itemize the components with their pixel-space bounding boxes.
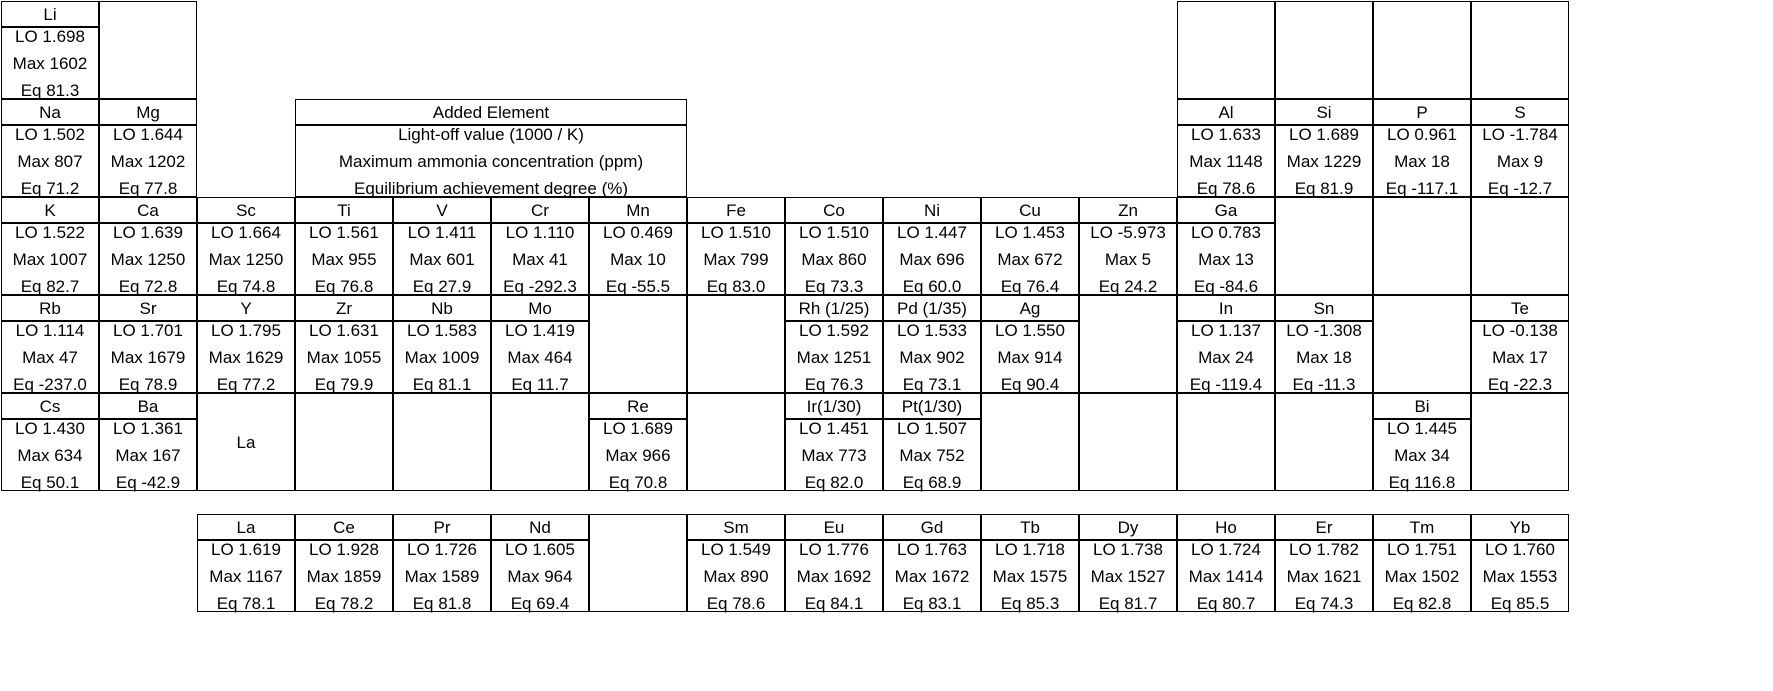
element-values <box>1373 419 1471 491</box>
element-values <box>295 223 393 295</box>
element-values <box>687 223 785 295</box>
element-values <box>883 419 981 491</box>
element-values <box>197 223 295 295</box>
max-ammonia-value: Max 634 <box>17 445 83 465</box>
equilibrium-value: Eq 76.3 <box>804 374 864 394</box>
lanthanide-placeholder <box>197 393 295 491</box>
element-values <box>1 27 99 99</box>
element-values <box>491 223 589 295</box>
max-ammonia-value: Max 167 <box>115 445 181 465</box>
equilibrium-value: Eq 116.8 <box>1388 472 1456 492</box>
light-off-value: LO 1.760 <box>1485 539 1555 559</box>
light-off-value: LO 1.718 <box>995 539 1065 559</box>
element-symbol-label: Yb <box>1509 517 1531 537</box>
light-off-value: LO 1.451 <box>799 418 869 438</box>
equilibrium-value: Eq 90.4 <box>1000 374 1060 394</box>
element-symbol-label: Ga <box>1214 200 1238 220</box>
equilibrium-value: Eq -11.3 <box>1292 374 1356 394</box>
element-symbol-label: Si <box>1316 102 1332 122</box>
equilibrium-value: Eq 81.8 <box>412 593 472 613</box>
max-ammonia-value: Max 1055 <box>306 347 382 367</box>
element-symbol-label: Cr <box>531 200 549 220</box>
max-ammonia-value: Max 1148 <box>1189 151 1263 171</box>
max-ammonia-value: Max 860 <box>801 249 867 269</box>
element-values <box>1275 321 1373 393</box>
element-symbol-label: V <box>436 200 448 220</box>
empty-cell <box>687 393 785 491</box>
light-off-value: LO 1.583 <box>407 320 477 340</box>
light-off-value: LO 1.782 <box>1289 539 1359 559</box>
element-symbol-label: Co <box>823 200 845 220</box>
element-symbol-label: Ce <box>333 517 355 537</box>
equilibrium-value: Eq 11.7 <box>511 374 569 394</box>
element-symbol-label: Sm <box>723 517 749 537</box>
element-symbol-label: Cu <box>1019 200 1041 220</box>
element-values <box>589 223 687 295</box>
element-symbol-label: Gd <box>920 517 944 537</box>
equilibrium-value: Eq 77.8 <box>118 178 178 198</box>
equilibrium-value: Eq 78.2 <box>314 593 374 613</box>
element-symbol-label: Y <box>240 298 252 318</box>
light-off-value: LO 1.522 <box>15 222 85 242</box>
lanthanide-placeholder-label: La <box>236 432 256 452</box>
element-values <box>1079 223 1177 295</box>
element-values <box>785 419 883 491</box>
equilibrium-value: Eq 79.9 <box>314 374 374 394</box>
max-ammonia-value: Max 672 <box>997 249 1063 269</box>
element-symbol-label: Sc <box>236 200 256 220</box>
element-symbol-label: Fe <box>726 200 746 220</box>
light-off-value: LO 1.644 <box>113 124 183 144</box>
empty-cell <box>1373 1 1471 99</box>
empty-cell <box>1275 1 1373 99</box>
empty-cell <box>1373 295 1471 393</box>
max-ammonia-value: Max 1251 <box>796 347 872 367</box>
element-symbol-label: Ti <box>337 200 351 220</box>
element-symbol-label: Mo <box>528 298 552 318</box>
element-values <box>883 540 981 612</box>
element-values <box>1177 321 1275 393</box>
max-ammonia-value: Max 807 <box>17 151 83 171</box>
max-ammonia-value: Max 1007 <box>12 249 88 269</box>
element-symbol-label: Rb <box>39 298 61 318</box>
empty-cell <box>1079 393 1177 491</box>
element-values <box>99 223 197 295</box>
light-off-value: LO 1.361 <box>113 418 183 438</box>
empty-cell <box>295 393 393 491</box>
element-values <box>1177 223 1275 295</box>
element-symbol-label: Mn <box>626 200 650 220</box>
max-ammonia-value: Max 696 <box>899 249 965 269</box>
element-symbol-label: Al <box>1218 102 1234 122</box>
max-ammonia-value: Max 966 <box>605 445 671 465</box>
light-off-value: LO 1.549 <box>701 539 771 559</box>
max-ammonia-value: Max 24 <box>1198 347 1254 367</box>
element-symbol-label: Ni <box>923 200 941 220</box>
light-off-value: LO 0.961 <box>1387 124 1457 144</box>
light-off-value: LO 1.592 <box>799 320 869 340</box>
max-ammonia-value: Max 1250 <box>110 249 186 269</box>
max-ammonia-value: Max 1575 <box>992 566 1068 586</box>
light-off-value: LO 1.795 <box>211 320 281 340</box>
max-ammonia-value: Max 1167 <box>209 566 283 586</box>
legend-line: Maximum ammonia concentration (ppm) <box>338 151 644 171</box>
equilibrium-value: Eq 68.9 <box>902 472 962 492</box>
light-off-value: LO -5.973 <box>1090 222 1166 242</box>
light-off-value: LO 1.453 <box>995 222 1065 242</box>
equilibrium-value: Eq 81.9 <box>1294 178 1354 198</box>
legend-line: Equilibrium achievement degree (%) <box>353 178 629 198</box>
element-symbol-label: Pt(1/30) <box>901 396 963 416</box>
max-ammonia-value: Max 964 <box>507 566 573 586</box>
light-off-value: LO 0.469 <box>603 222 673 242</box>
element-values <box>1177 540 1275 612</box>
element-symbol-label: Zn <box>1118 200 1138 220</box>
light-off-value: LO 1.701 <box>113 320 183 340</box>
element-symbol-label: La <box>236 517 256 537</box>
equilibrium-value: Eq -22.3 <box>1487 374 1553 394</box>
empty-cell <box>1373 197 1471 295</box>
equilibrium-value: Eq 78.6 <box>706 593 766 613</box>
equilibrium-value: Eq 71.2 <box>20 178 80 198</box>
element-values <box>1 223 99 295</box>
max-ammonia-value: Max 799 <box>703 249 769 269</box>
light-off-value: LO 1.114 <box>15 320 85 340</box>
max-ammonia-value: Max 1502 <box>1384 566 1460 586</box>
element-values <box>197 540 295 612</box>
empty-cell <box>1471 197 1569 295</box>
element-values <box>1471 125 1569 197</box>
light-off-value: LO 1.419 <box>505 320 575 340</box>
element-symbol-label: Ho <box>1215 517 1237 537</box>
empty-cell <box>1177 1 1275 99</box>
max-ammonia-value: Max 1602 <box>12 53 88 73</box>
element-values <box>393 321 491 393</box>
element-values <box>1373 125 1471 197</box>
max-ammonia-value: Max 1629 <box>208 347 284 367</box>
empty-cell <box>981 393 1079 491</box>
light-off-value: LO 1.763 <box>897 539 967 559</box>
element-values <box>1373 540 1471 612</box>
element-symbol-label: Pr <box>433 517 451 537</box>
light-off-value: LO 1.447 <box>897 222 967 242</box>
legend-title-text: Added Element <box>432 102 550 122</box>
element-symbol-label: K <box>44 200 56 220</box>
equilibrium-value: Eq -84.6 <box>1193 276 1259 296</box>
empty-cell <box>589 514 687 612</box>
element-values <box>1177 125 1275 197</box>
max-ammonia-value: Max 752 <box>899 445 965 465</box>
light-off-value: LO 1.664 <box>211 222 281 242</box>
max-ammonia-value: Max 1672 <box>894 566 970 586</box>
element-values <box>99 321 197 393</box>
light-off-value: LO 1.510 <box>701 222 771 242</box>
element-values <box>883 321 981 393</box>
light-off-value: LO 1.411 <box>407 222 477 242</box>
max-ammonia-value: Max 1679 <box>110 347 186 367</box>
element-values <box>687 540 785 612</box>
light-off-value: LO 1.928 <box>309 539 379 559</box>
max-ammonia-value: Max 17 <box>1492 347 1548 367</box>
empty-cell <box>1079 295 1177 393</box>
light-off-value: LO 1.502 <box>15 124 85 144</box>
max-ammonia-value: Max 18 <box>1394 151 1450 171</box>
max-ammonia-value: Max 34 <box>1394 445 1450 465</box>
element-symbol-label: Rh (1/25) <box>798 298 870 318</box>
light-off-value: LO 1.738 <box>1093 539 1163 559</box>
element-symbol-label: Sr <box>139 298 157 318</box>
element-values <box>99 419 197 491</box>
element-values <box>981 321 1079 393</box>
light-off-value: LO 1.430 <box>15 418 85 438</box>
equilibrium-value: Eq -119.4 <box>1189 374 1263 394</box>
empty-cell <box>1471 393 1569 491</box>
equilibrium-value: Eq 83.1 <box>902 593 962 613</box>
max-ammonia-value: Max 9 <box>1496 151 1544 171</box>
element-values <box>1 419 99 491</box>
max-ammonia-value: Max 10 <box>610 249 666 269</box>
element-values <box>1 321 99 393</box>
element-values <box>883 223 981 295</box>
empty-cell <box>491 393 589 491</box>
element-symbol-label: P <box>1416 102 1428 122</box>
element-values <box>393 223 491 295</box>
max-ammonia-value: Max 1414 <box>1188 566 1264 586</box>
equilibrium-value: Eq 76.8 <box>314 276 374 296</box>
max-ammonia-value: Max 1589 <box>404 566 480 586</box>
max-ammonia-value: Max 1621 <box>1286 566 1362 586</box>
empty-cell <box>1471 1 1569 99</box>
equilibrium-value: Eq 60.0 <box>902 276 962 296</box>
equilibrium-value: Eq 50.1 <box>20 472 80 492</box>
light-off-value: LO 1.631 <box>309 320 379 340</box>
equilibrium-value: Eq 73.3 <box>804 276 864 296</box>
element-values <box>785 540 883 612</box>
element-symbol-label: Re <box>627 396 649 416</box>
empty-cell <box>1275 393 1373 491</box>
equilibrium-value: Eq -237.0 <box>13 374 87 394</box>
light-off-value: LO 1.751 <box>1387 539 1457 559</box>
element-values <box>1471 321 1569 393</box>
max-ammonia-value: Max 1250 <box>208 249 284 269</box>
element-values <box>1275 125 1373 197</box>
legend-line: Light-off value (1000 / K) <box>398 124 584 144</box>
max-ammonia-value: Max 47 <box>22 347 78 367</box>
max-ammonia-value: Max 1229 <box>1286 151 1362 171</box>
light-off-value: LO 1.550 <box>995 320 1065 340</box>
max-ammonia-value: Max 464 <box>507 347 573 367</box>
light-off-value: LO 1.110 <box>505 222 575 242</box>
element-symbol-label: Mg <box>136 102 160 122</box>
max-ammonia-value: Max 18 <box>1296 347 1352 367</box>
light-off-value: LO 1.689 <box>1289 124 1359 144</box>
empty-cell <box>1275 197 1373 295</box>
element-symbol-label: Nd <box>529 517 551 537</box>
element-values <box>491 321 589 393</box>
equilibrium-value: Eq 69.4 <box>510 593 570 613</box>
element-symbol-label: Tm <box>1409 517 1435 537</box>
max-ammonia-value: Max 13 <box>1198 249 1254 269</box>
light-off-value: LO 1.726 <box>407 539 477 559</box>
empty-cell <box>687 295 785 393</box>
equilibrium-value: Eq 80.7 <box>1196 593 1256 613</box>
element-symbol-label: Ir(1/30) <box>806 396 862 416</box>
light-off-value: LO -0.138 <box>1482 320 1558 340</box>
equilibrium-value: Eq -292.3 <box>503 276 577 296</box>
max-ammonia-value: Max 902 <box>899 347 965 367</box>
light-off-value: LO 1.633 <box>1191 124 1261 144</box>
light-off-value: LO 1.605 <box>505 539 575 559</box>
empty-cell <box>99 1 197 99</box>
light-off-value: LO 1.533 <box>897 320 967 340</box>
light-off-value: LO 1.445 <box>1387 418 1457 438</box>
element-symbol-label: Er <box>1315 517 1333 537</box>
legend-body <box>295 125 687 197</box>
light-off-value: LO -1.784 <box>1482 124 1558 144</box>
empty-cell <box>1177 393 1275 491</box>
equilibrium-value: Eq 81.7 <box>1098 593 1158 613</box>
empty-cell <box>589 295 687 393</box>
equilibrium-value: Eq 72.8 <box>118 276 178 296</box>
element-symbol-label: Na <box>39 102 61 122</box>
element-values <box>491 540 589 612</box>
equilibrium-value: Eq 73.1 <box>902 374 962 394</box>
equilibrium-value: Eq -42.9 <box>115 472 181 492</box>
element-values <box>197 321 295 393</box>
light-off-value: LO 1.507 <box>897 418 967 438</box>
element-symbol-label: In <box>1218 298 1234 318</box>
max-ammonia-value: Max 1009 <box>404 347 480 367</box>
equilibrium-value: Eq 70.8 <box>608 472 668 492</box>
element-values <box>295 321 393 393</box>
equilibrium-value: Eq 81.3 <box>20 80 80 100</box>
element-symbol-label: Dy <box>1117 517 1139 537</box>
element-values <box>981 540 1079 612</box>
element-symbol-label: Cs <box>39 396 61 416</box>
light-off-value: LO 1.561 <box>309 222 379 242</box>
max-ammonia-value: Max 1692 <box>796 566 872 586</box>
light-off-value: LO -1.308 <box>1286 320 1362 340</box>
element-values <box>1471 540 1569 612</box>
element-values <box>1079 540 1177 612</box>
element-symbol-label: Tb <box>1020 517 1040 537</box>
max-ammonia-value: Max 1527 <box>1090 566 1166 586</box>
element-values <box>1275 540 1373 612</box>
max-ammonia-value: Max 1553 <box>1482 566 1558 586</box>
equilibrium-value: Eq 85.5 <box>1490 593 1550 613</box>
max-ammonia-value: Max 955 <box>311 249 377 269</box>
max-ammonia-value: Max 5 <box>1104 249 1152 269</box>
equilibrium-value: Eq 74.3 <box>1294 593 1354 613</box>
element-values <box>785 223 883 295</box>
light-off-value: LO 1.698 <box>15 26 85 46</box>
light-off-value: LO 1.137 <box>1191 320 1261 340</box>
equilibrium-value: Eq 24.2 <box>1098 276 1158 296</box>
element-values <box>99 125 197 197</box>
equilibrium-value: Eq 77.2 <box>216 374 276 394</box>
max-ammonia-value: Max 41 <box>512 249 568 269</box>
equilibrium-value: Eq 83.0 <box>706 276 766 296</box>
light-off-value: LO 0.783 <box>1191 222 1261 242</box>
element-symbol-label: Nb <box>431 298 453 318</box>
light-off-value: LO 1.619 <box>211 539 281 559</box>
element-symbol-label: Ca <box>137 200 159 220</box>
light-off-value: LO 1.639 <box>113 222 183 242</box>
light-off-value: LO 1.776 <box>799 539 869 559</box>
equilibrium-value: Eq 27.9 <box>412 276 472 296</box>
light-off-value: LO 1.689 <box>603 418 673 438</box>
equilibrium-value: Eq 81.1 <box>412 374 472 394</box>
equilibrium-value: Eq -117.1 <box>1385 178 1459 198</box>
max-ammonia-value: Max 914 <box>997 347 1063 367</box>
element-symbol-label: S <box>1514 102 1526 122</box>
equilibrium-value: Eq 82.7 <box>20 276 80 296</box>
empty-cell <box>393 393 491 491</box>
element-values <box>1 125 99 197</box>
equilibrium-value: Eq 78.6 <box>1196 178 1256 198</box>
equilibrium-value: Eq 76.4 <box>1000 276 1060 296</box>
max-ammonia-value: Max 890 <box>703 566 769 586</box>
element-symbol-label: Eu <box>823 517 845 537</box>
light-off-value: LO 1.510 <box>799 222 869 242</box>
equilibrium-value: Eq -12.7 <box>1487 178 1553 198</box>
element-symbol-label: Ba <box>137 396 159 416</box>
element-symbol-label: Te <box>1511 298 1529 318</box>
max-ammonia-value: Max 1859 <box>306 566 382 586</box>
element-values <box>295 540 393 612</box>
element-values <box>589 419 687 491</box>
element-symbol-label: Pd (1/35) <box>897 298 967 318</box>
equilibrium-value: Eq 82.0 <box>804 472 864 492</box>
light-off-value: LO 1.724 <box>1191 539 1261 559</box>
element-symbol-label: Bi <box>1414 396 1430 416</box>
element-symbol-label: Ag <box>1019 298 1041 318</box>
equilibrium-value: Eq 78.9 <box>118 374 178 394</box>
equilibrium-value: Eq 85.3 <box>1000 593 1060 613</box>
equilibrium-value: Eq 78.1 <box>216 593 276 613</box>
element-values <box>785 321 883 393</box>
max-ammonia-value: Max 1202 <box>110 151 186 171</box>
element-values <box>393 540 491 612</box>
max-ammonia-value: Max 601 <box>409 249 475 269</box>
equilibrium-value: Eq -55.5 <box>605 276 671 296</box>
max-ammonia-value: Max 773 <box>801 445 867 465</box>
equilibrium-value: Eq 74.8 <box>216 276 276 296</box>
equilibrium-value: Eq 82.8 <box>1392 593 1452 613</box>
element-symbol-label: Li <box>43 4 57 24</box>
element-values <box>981 223 1079 295</box>
element-symbol-label: Sn <box>1313 298 1335 318</box>
equilibrium-value: Eq 84.1 <box>804 593 864 613</box>
element-symbol-label: Zr <box>335 298 353 318</box>
